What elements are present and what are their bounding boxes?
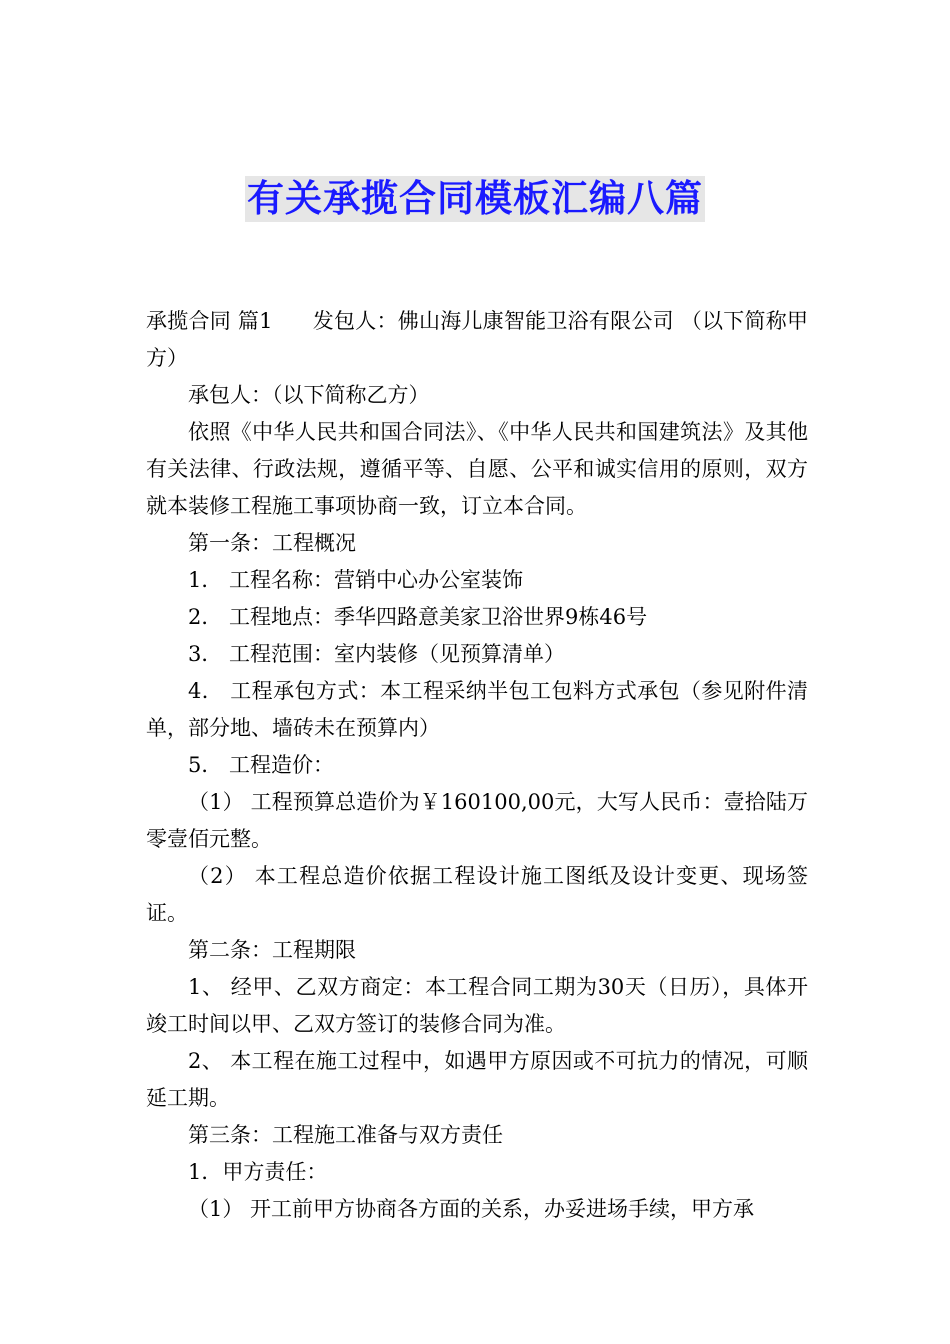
list-item: （2） 本工程总造价依据工程设计施工图纸及设计变更、现场签证。 (146, 864, 808, 925)
list-item: 3． 工程范围：室内装修（见预算清单） (188, 642, 566, 666)
section-heading: 第二条：工程期限 (188, 938, 356, 962)
list-item: 1． 工程名称：营销中心办公室装饰 (188, 568, 524, 592)
section-heading: 第一条：工程概况 (188, 531, 356, 555)
list-item: （1） 工程预算总造价为￥160100,00元，大写人民币：壹拾陆万零壹佰元整。 (146, 790, 808, 851)
paragraph-intro (146, 303, 808, 377)
list-item: 1、 经甲、乙双方商定：本工程合同工期为30天（日历），具体开竣工时间以甲、乙双方签订的装修合同为准。 (146, 975, 808, 1036)
section-heading: 第三条：工程施工准备与双方责任 (188, 1123, 503, 1147)
list-item: （1） 开工前甲方协商各方面的关系，办妥进场手续，甲方承 (188, 1197, 755, 1221)
section-label: 承揽合同 篇1 (146, 309, 273, 333)
paragraph: 依照《中华人民共和国合同法》、《中华人民共和国建筑法》及其他有关法律、行政法规，遵循平等、自愿、公平和诚实信用的原则，双方就本装修工程施工事项协商一致，订立本合同。 (146, 420, 808, 518)
title-container (0, 176, 950, 222)
list-item: 4． 工程承包方式：本工程采纳半包工包料方式承包（参见附件清单，部分地、墙砖未在预算内） (146, 679, 808, 740)
paragraph: 承包人：（以下简称乙方） (188, 383, 430, 407)
document-body (146, 303, 808, 1228)
list-item: 1．甲方责任： (188, 1160, 328, 1184)
document-title: 有关承揽合同模板汇编八篇 (247, 177, 703, 220)
list-item: 2． 工程地点：季华四路意美家卫浴世界9栋46号 (188, 605, 648, 629)
list-item: 2、 本工程在施工过程中，如遇甲方原因或不可抗力的情况，可顺延工期。 (146, 1049, 808, 1110)
intro-text: 发包人：佛山海儿康智能卫浴有限公司 （以下简称甲方） (146, 309, 808, 370)
list-item: 5． 工程造价： (188, 753, 335, 777)
